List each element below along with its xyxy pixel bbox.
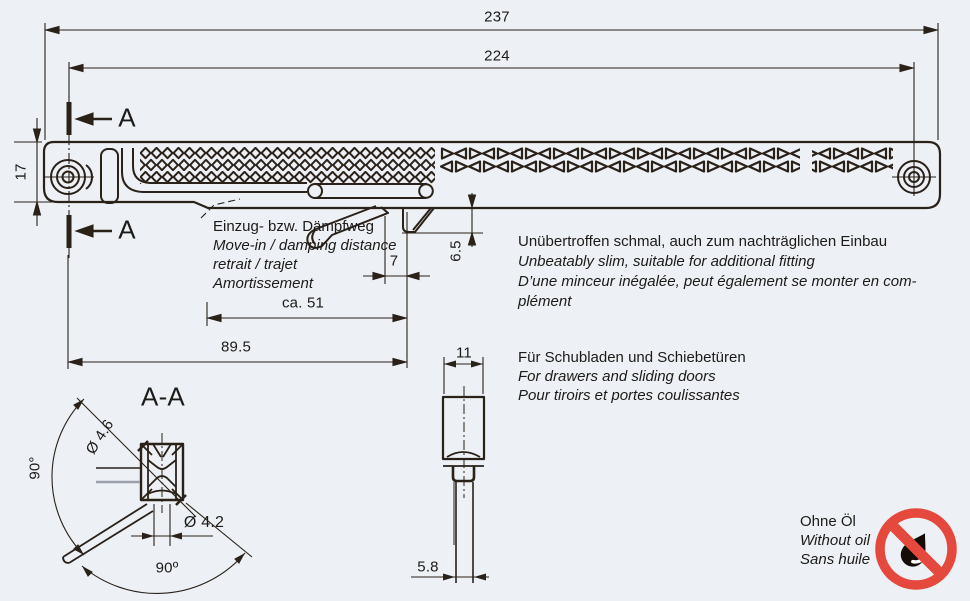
dim-bore-small: Ø 4.2 bbox=[183, 514, 225, 531]
dimension-lines bbox=[14, 23, 938, 369]
dim-latch-offset: 7 bbox=[389, 252, 399, 270]
dim-front-length: 89.5 bbox=[221, 338, 251, 356]
dim-height: 17 bbox=[12, 163, 30, 181]
no-oil-icon bbox=[880, 513, 952, 585]
note-slim-fr1: D’une minceur inégalée, peut également se monter en com- bbox=[518, 273, 917, 290]
note-slim-fr2: plément bbox=[518, 293, 572, 310]
dim-overall-length: 237 bbox=[484, 8, 510, 26]
dim-damping-distance: ca. 51 bbox=[281, 294, 325, 312]
section-marker-bottom: A bbox=[118, 214, 136, 245]
dim-angle-bottom: 90º bbox=[155, 559, 179, 577]
note-damping-en: Move-in / damping distance bbox=[213, 237, 397, 254]
note-oil bbox=[800, 512, 870, 569]
end-view bbox=[411, 357, 489, 583]
section-aa-view bbox=[52, 398, 252, 593]
dim-latch-depth: 6.5 bbox=[447, 240, 465, 262]
dim-end-width: 11 bbox=[456, 344, 472, 362]
section-title: A-A bbox=[141, 381, 185, 412]
note-oil-de: Ohne Öl bbox=[800, 513, 856, 530]
note-damping-fr2: Amortissement bbox=[213, 275, 314, 292]
note-application-en: For drawers and sliding doors bbox=[518, 368, 716, 385]
note-damping bbox=[213, 217, 396, 293]
note-oil-fr: Sans huile bbox=[800, 551, 871, 568]
note-slim-de: Unübertroffen schmal, auch zum nachträglichen Einbau bbox=[518, 233, 888, 250]
note-damping-de: Einzug- bzw. Dämpfweg bbox=[213, 218, 374, 235]
dim-pin-width: 5.8 bbox=[417, 558, 439, 576]
note-application-de: Für Schubladen und Schiebetüren bbox=[518, 349, 746, 366]
note-application bbox=[518, 348, 746, 405]
note-slim-en: Unbeatably slim, suitable for additional fitting bbox=[518, 253, 815, 270]
dim-bore-large: Ø 4.6 bbox=[82, 416, 118, 458]
section-marker-top: A bbox=[118, 102, 136, 133]
note-oil-en: Without oil bbox=[800, 532, 870, 549]
note-damping-fr1: retrait / trajet bbox=[213, 256, 298, 273]
note-application-fr: Pour tiroirs et portes coulissantes bbox=[518, 387, 740, 404]
note-slim bbox=[518, 232, 917, 312]
dim-hole-distance: 224 bbox=[484, 47, 510, 65]
dim-angle-left: 90° bbox=[26, 456, 44, 480]
